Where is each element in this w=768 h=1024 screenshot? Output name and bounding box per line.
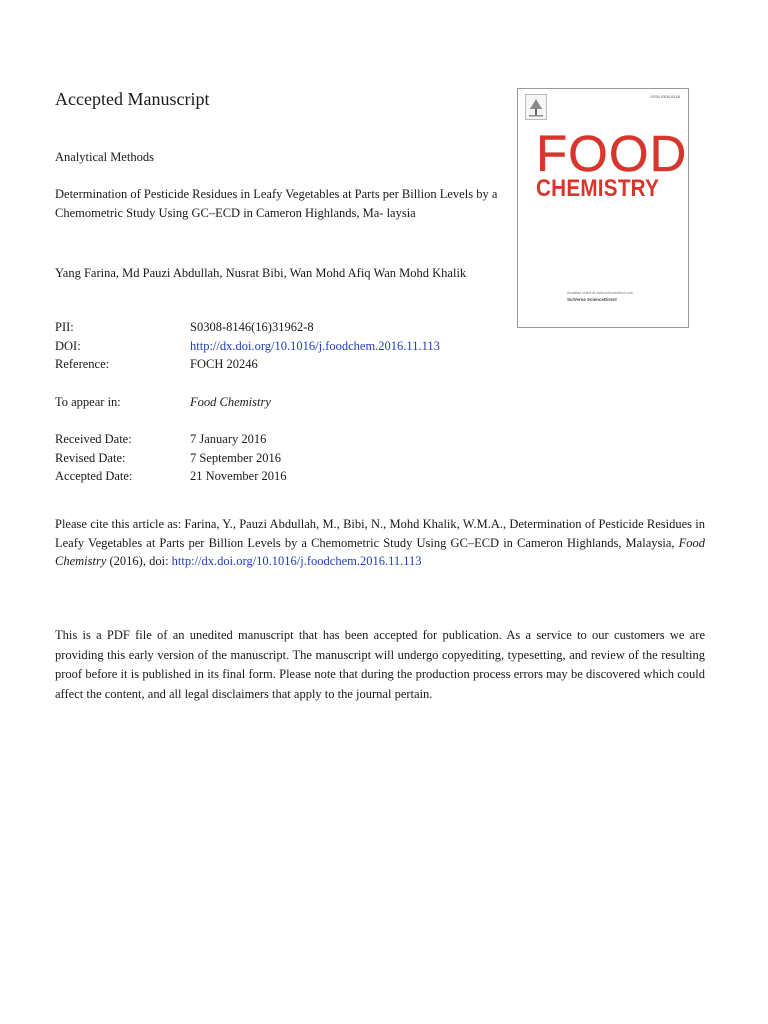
doi-link[interactable]: http://dx.doi.org/10.1016/j.foodchem.2016.11.113 <box>190 338 440 353</box>
article-section: Analytical Methods <box>55 150 154 164</box>
accepted-row <box>55 467 287 486</box>
elsevier-logo-icon <box>525 94 547 120</box>
accepted-date: 21 November 2016 <box>190 469 287 483</box>
appear-label: To appear in: <box>55 395 121 409</box>
cover-food-title: FOOD <box>536 125 688 182</box>
cover-issn: ISSN 0308-8146 <box>650 94 680 99</box>
dates-block <box>55 430 287 486</box>
pii-value: S0308-8146(16)31962-8 <box>190 320 314 334</box>
citation-paragraph <box>55 515 705 571</box>
cover-chemistry-title: CHEMISTRY <box>536 175 660 202</box>
manuscript-notice: This is a PDF file of an unedited manuscript that has been accepted for publication. As a service to our customers we are providing this early version of the manuscript. The manuscript will undergo copyediting, typesetting, and review of the resulting proof before it is published in its final form. Please note that during the production process errors may be discovered which could affect the content, and all legal disclaimers that apply to the journal pertain. <box>55 628 705 701</box>
received-date: 7 January 2016 <box>190 432 267 446</box>
page-heading: Accepted Manuscript <box>55 89 210 109</box>
revised-date: 7 September 2016 <box>190 450 281 465</box>
citation-journal: Food Chemistry <box>55 535 705 568</box>
reference-label: Reference: <box>55 357 110 371</box>
cover-sciencedirect: SciVerse ScienceDirect <box>567 297 617 302</box>
appear-block <box>55 393 271 412</box>
received-row <box>55 430 287 449</box>
reference-row <box>55 355 440 374</box>
citation-prefix: Please cite this article as: Farina, Y., Pauzi Abdullah, M., Bibi, N., Mohd Khalik, W.M.A., Determination of Pesticide Residues in Leafy Vegetables at Parts per Billion Levels by a Chemometric Study Using GC–ECD in Cameron Highlands, Malaysia, <box>55 517 705 550</box>
appear-row <box>55 393 271 412</box>
doi-label: DOI: <box>55 338 81 353</box>
citation-middle: (2016), doi: <box>106 554 172 568</box>
reference-value: FOCH 20246 <box>190 357 258 371</box>
revised-row <box>55 449 287 468</box>
cover-available-text: Available online at www.sciencedirect.com <box>567 291 633 295</box>
journal-cover <box>517 88 689 328</box>
identifier-block <box>55 318 440 374</box>
accepted-label: Accepted Date: <box>55 469 133 483</box>
article-authors: Yang Farina, Md Pauzi Abdullah, Nusrat Bibi, Wan Mohd Afiq Wan Mohd Khalik <box>55 266 467 280</box>
received-label: Received Date: <box>55 432 132 446</box>
citation-doi-link[interactable]: http://dx.doi.org/10.1016/j.foodchem.2016.11.113 <box>171 554 422 568</box>
pii-row <box>55 318 440 337</box>
revised-label: Revised Date: <box>55 450 126 465</box>
journal-name: Food Chemistry <box>190 395 271 409</box>
doi-row <box>55 337 440 356</box>
article-title: Determination of Pesticide Residues in Leafy Vegetables at Parts per Billion Levels by a Chemometric Study Using GC–ECD in Cameron Highlands, Ma- laysia <box>55 187 498 220</box>
pii-label: PII: <box>55 320 74 334</box>
